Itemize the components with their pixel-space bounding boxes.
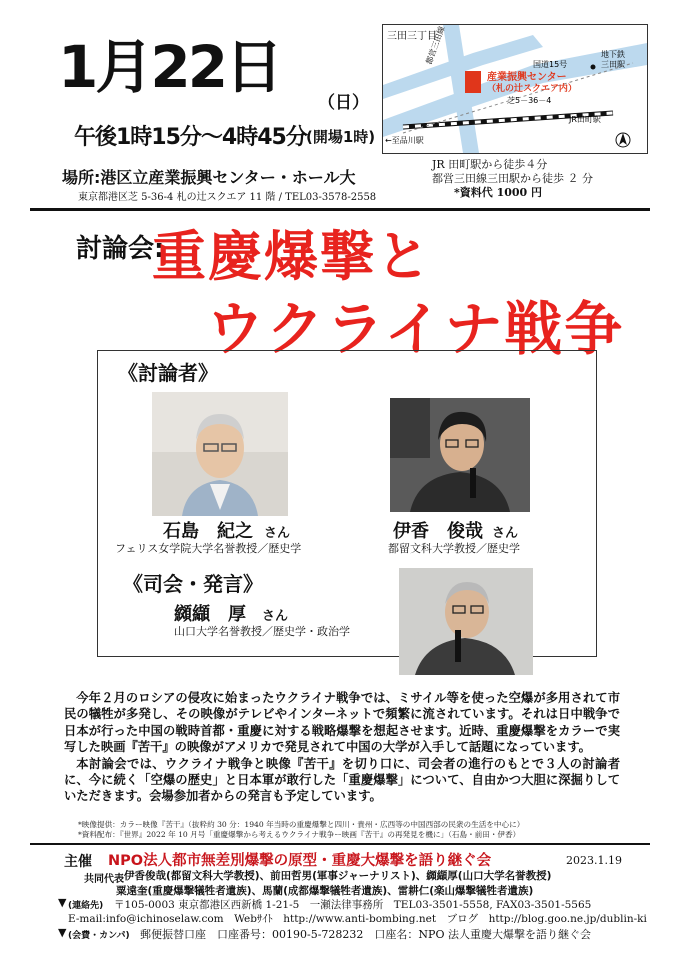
panelist-1-name: 石島 紀之 xyxy=(163,521,253,542)
panelists-heading: 《討論者》 xyxy=(118,361,218,385)
map-label-bridge: ←至品川駅 xyxy=(385,136,424,145)
co-representatives-line-2: 粟遠奎(重慶爆撃犠牲者遺族)、馬蘭(成都爆撃犠牲者遺族)、雷耕仁(楽山爆撃犠牲者遺族) xyxy=(116,885,534,897)
portrait-ika-image xyxy=(390,398,530,512)
map-label-jr: JR田町駅 xyxy=(569,115,601,124)
payment-account: 郵便振替口座 口座番号：00190-5-728232 口座名：NPO 法人重慶大爆撃を語り継ぐ会 xyxy=(140,928,591,941)
note-materials: *資料配布：『世界』2022 年 10 月号「重慶爆撃から考えるウクライナ戦争ー映画『苦干』の再発見を機に」（石島・前田・伊香） xyxy=(78,830,521,839)
description-paragraph-2: 本討論会では、ウクライナ戦争と映像『苦干』を切り口に、司会者の進行のもとで３人の討論者に、今に続く「空爆の歴史」と日本軍が敢行した「重慶爆撃」について、自由かつ大胆に深掘りしていただきます。会場参加者からの発言も予定しています。 xyxy=(64,755,620,804)
description-paragraph-1: 今年２月のロシアの侵攻に始まったウクライナ戦争では、ミサイル等を使った空爆が多用されて市民の犠牲が多発し、その映像がテレビやインターネットで頻繁に流されています。それは日中戦争で日本が行った中国の戦時首都・重慶に対する戦略爆撃を想起させます。近時、重慶爆撃をカラーで実写した映画『苦干』の映像がアメリカで発見されて中国の大学が入手して話題になっています。 xyxy=(64,690,620,755)
venue-building xyxy=(465,71,481,93)
event-time: 午後1時15分～4時45分 xyxy=(74,125,307,150)
map-label-route15: 国道15号 xyxy=(533,60,568,69)
header-divider xyxy=(30,208,650,211)
panelist-2-suffix: さん xyxy=(492,526,519,541)
title-prefix: 討論会: xyxy=(76,234,165,264)
portrait-ishijima-image xyxy=(152,392,288,516)
portrait-ika xyxy=(390,398,530,512)
portrait-koketsu-image xyxy=(399,568,533,675)
map-label-subway2: 三田駅 xyxy=(601,60,625,69)
co-representatives-label: 共同代表 xyxy=(84,874,124,885)
moderator-role: 山口大学名誉教授／歴史学・政治学 xyxy=(174,625,350,638)
map-label-mita3: 三田三丁目 xyxy=(387,31,437,42)
moderator-suffix: さん xyxy=(262,609,289,624)
venue-map xyxy=(382,24,648,154)
co-representatives-line-1: 伊香俊哉(都留文科大学教授)、前田哲男(軍事ジャーナリスト)、纐纈厚(山口大学名誉教授) xyxy=(124,870,552,882)
moderator-heading: 《司会・発言》 xyxy=(123,572,263,596)
panelist-2-role: 都留文科大学教授／歴史学 xyxy=(388,542,520,555)
map-label-subway1: 地下鉄 xyxy=(601,50,625,59)
title-line-2: ウクライナ戦争 xyxy=(206,295,625,363)
access-toei: 都営三田線三田駅から徒歩 ２ 分 xyxy=(432,172,593,185)
description xyxy=(64,690,620,805)
access-jr: JR 田町駅から徒歩４分 xyxy=(432,158,548,171)
event-date: 1月22日 xyxy=(58,33,281,101)
payment-label: (会費・カンパ) xyxy=(68,931,130,941)
admission-fee: *資料代 1000 円 xyxy=(454,186,543,199)
doors-open-note: (開場1時) xyxy=(306,128,376,146)
portrait-koketsu xyxy=(399,568,533,675)
map-label-toei: 都営三田線 xyxy=(424,25,447,66)
map-label-block: 芝5－36－4 xyxy=(507,96,552,105)
map-drawing xyxy=(383,25,647,153)
contact-label: (連絡先) xyxy=(68,901,104,911)
map-label-center: 産業振興センター xyxy=(487,72,567,83)
panelist-1-suffix: さん xyxy=(264,526,291,541)
triangle-bullet-icon: ▼ xyxy=(58,926,67,939)
panelist-2-name: 伊香 俊哉 xyxy=(393,521,483,542)
portrait-ishijima xyxy=(152,392,288,516)
contact-address: 〒105-0003 東京都港区西新橋 1-21-5 一瀬法律事務所 TEL03-3501-5558, FAX03-3501-5565 xyxy=(114,899,592,911)
venue-address: 東京都港区芝 5-36-4 札の辻スクエア 11 階 / TEL03-3578-2558 xyxy=(78,192,377,203)
flyer-date: 2023.1.19 xyxy=(566,854,622,867)
moderator-name: 纐纈 厚 xyxy=(174,604,246,625)
subway-station-icon xyxy=(591,65,596,70)
north-arrow-tip xyxy=(619,133,627,145)
triangle-bullet-icon: ▼ xyxy=(58,896,67,909)
sponsor-label: 主催 xyxy=(64,854,92,870)
event-weekday: （日） xyxy=(318,93,369,113)
panelist-1-role: フェリス女学院大学名誉教授／歴史学 xyxy=(115,542,302,555)
sponsor-name: NPO法人都市無差別爆撃の原型・重慶大爆撃を語り継ぐ会 xyxy=(108,853,492,869)
note-video: *映像提供：カラー映像『苦干』（抜粋約 30 分：1940 年当時の重慶爆撃と四川・貴州・広西等の中国西部の民衆の生活を中心に） xyxy=(78,820,525,829)
contact-web: E-mail:info@ichinoselaw.com Webｻｲﾄ http://www.anti-bombing.net ブログ http://blog.goo.ne.jp/dublin-ki xyxy=(68,913,647,925)
map-label-center-sub: （札の辻スクエア内） xyxy=(487,84,577,94)
title-line-1: 重慶爆撃と xyxy=(152,225,432,288)
event-venue: 場所:港区立産業振興センター・ホール大 xyxy=(62,168,356,187)
footer-divider xyxy=(30,843,650,845)
